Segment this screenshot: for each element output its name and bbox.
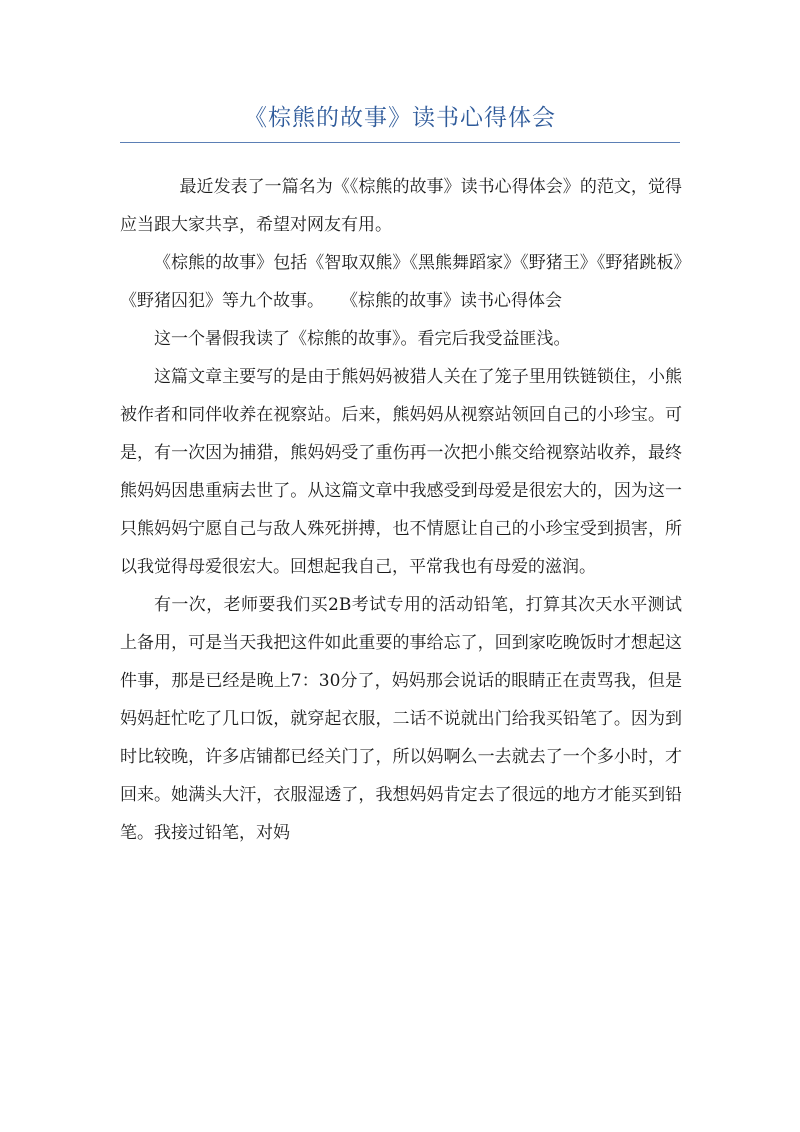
title-divider [120,142,680,143]
paragraph-story: 这篇文章主要写的是由于熊妈妈被猎人关在了笼子里用铁链锁住，小熊被作者和同伴收养在视察站。后来，熊妈妈从视察站领回自己的小珍宝。可是，有一次因为捕猎，熊妈妈受了重伤再一次把小熊交给视察站收养，最终熊妈妈因患重病去世了。从这篇文章中我感受到母爱是很宏大的，因为这一只熊妈妈宁愿自己与敌人殊死拼搏，也不情愿让自己的小珍宝受到损害，所以我觉得母爱很宏大。回想起我自己，平常我也有母爱的滋润。 [120,367,682,577]
paragraph-pencil: 有一次，老师要我们买2B考试专用的活动铅笔，打算其次天水平测试上备用，可是当天我把这件如此重要的事给忘了，回到家吃晚饭时才想起这件事，那是已经是晚上7：30分了，妈妈那会说话的眼睛正在责骂我，但是妈妈赶忙吃了几口饭，就穿起衣服，二话不说就出门给我买铅笔了。因为到时比较晚，许多店铺都已经关门了，所以妈啊么一去就去了一个多小时，才回来。她满头大汗，衣服湿透了，我想妈妈肯定去了很远的地方才能买到铅笔。我接过铅笔，对妈 [120,595,682,843]
document-title: 《棕熊的故事》读书心得体会 [244,105,556,131]
paragraph-intro: 最近发表了一篇名为《《棕熊的故事》读书心得体会》的范文，觉得应当跟大家共享，希望对网友有用。 [120,177,682,235]
paragraph-contents: 《棕熊的故事》包括《智取双熊》《黑熊舞蹈家》《野猪王》《野猪跳板》《野猪囚犯》等九个故事。 《棕熊的故事》读书心得体会 [120,253,682,311]
paragraph-summer: 这一个暑假我读了《棕熊的故事》。看完后我受益匪浅。 [154,329,571,349]
document-body [120,168,682,852]
